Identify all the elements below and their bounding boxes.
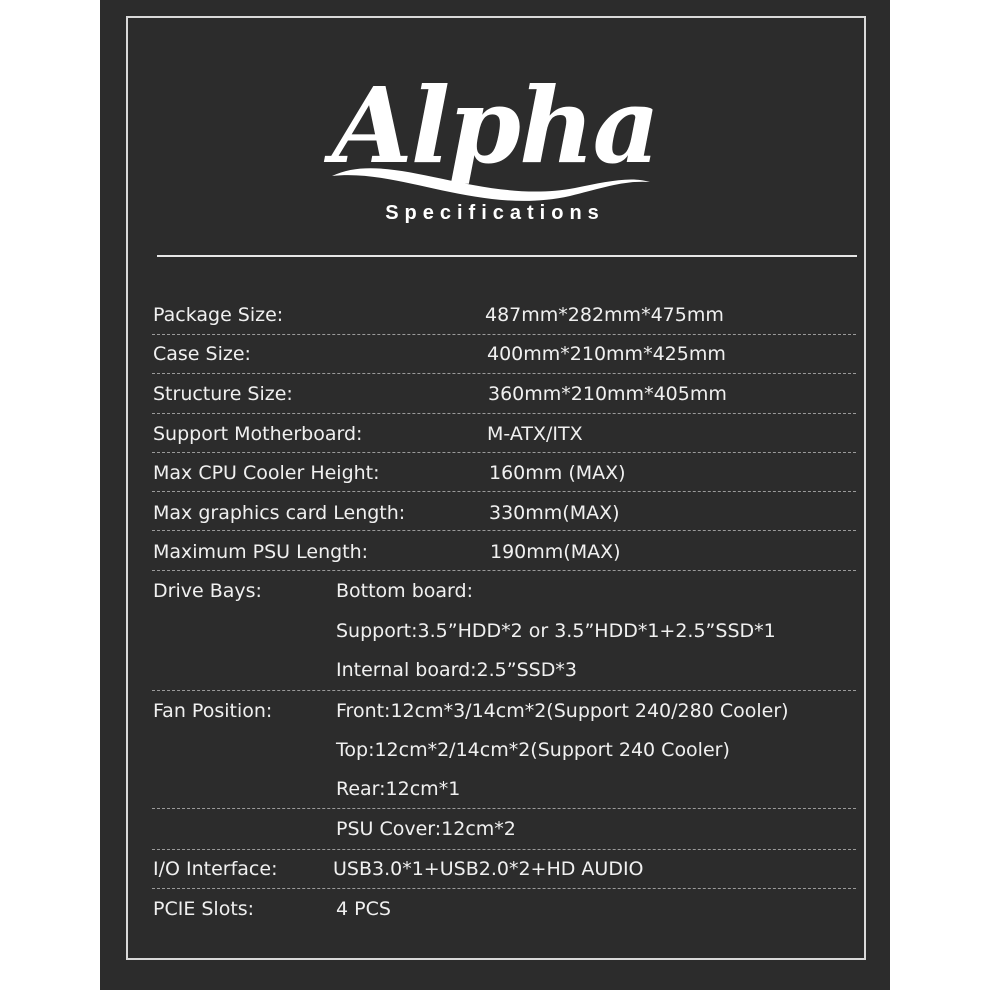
- structure-size-value: 360mm*210mm*405mm: [488, 383, 727, 405]
- drive-bays-label: Drive Bays:: [153, 580, 262, 602]
- row-divider: [152, 570, 856, 571]
- row-divider: [152, 452, 856, 453]
- logo-text: Alpha: [332, 64, 658, 187]
- row-divider: [152, 849, 856, 850]
- pcie-slots-label: PCIE Slots:: [153, 898, 255, 920]
- support-motherboard-value: M-ATX/ITX: [487, 423, 583, 445]
- row-divider: [152, 530, 856, 531]
- drive-bays-line: Internal board:2.5”SSD*3: [336, 659, 577, 681]
- package-size-value: 487mm*282mm*475mm: [485, 304, 724, 326]
- max-cpu-cooler-height-label: Max CPU Cooler Height:: [153, 462, 380, 484]
- case-size-label: Case Size:: [153, 343, 251, 365]
- fan-position-line: Rear:12cm*1: [336, 778, 461, 800]
- maximum-psu-length-value: 190mm(MAX): [490, 541, 621, 563]
- drive-bays-line: Support:3.5”HDD*2 or 3.5”HDD*1+2.5”SSD*1: [336, 620, 776, 642]
- row-divider: [152, 413, 856, 414]
- row-divider: [152, 888, 856, 889]
- row-divider: [152, 808, 856, 809]
- maximum-psu-length-label: Maximum PSU Length:: [153, 541, 369, 563]
- package-size-label: Package Size:: [153, 304, 284, 326]
- fan-position-line: Front:12cm*3/14cm*2(Support 240/280 Cooler): [336, 700, 789, 722]
- header-divider: [157, 255, 857, 257]
- structure-size-label: Structure Size:: [153, 383, 293, 405]
- row-divider: [152, 491, 856, 492]
- alpha-logo: [330, 56, 660, 206]
- drive-bays-line: Bottom board:: [336, 580, 473, 602]
- fan-position-line: Top:12cm*2/14cm*2(Support 240 Cooler): [336, 739, 730, 761]
- psu-cover-value: PSU Cover:12cm*2: [336, 818, 516, 840]
- max-cpu-cooler-height-value: 160mm (MAX): [489, 462, 626, 484]
- support-motherboard-label: Support Motherboard:: [153, 423, 363, 445]
- io-interface-value: USB3.0*1+USB2.0*2+HD AUDIO: [333, 858, 644, 880]
- max-graphics-card-length-label: Max graphics card Length:: [153, 502, 406, 524]
- max-graphics-card-length-value: 330mm(MAX): [489, 502, 620, 524]
- row-divider: [152, 690, 856, 691]
- io-interface-label: I/O Interface:: [153, 858, 278, 880]
- case-size-value: 400mm*210mm*425mm: [487, 343, 726, 365]
- pcie-slots-value: 4 PCS: [336, 898, 391, 920]
- row-divider: [152, 373, 856, 374]
- row-divider: [152, 334, 856, 335]
- page-subtitle: Specifications: [385, 202, 605, 224]
- fan-position-label: Fan Position:: [153, 700, 273, 722]
- logo-swash: [330, 56, 660, 206]
